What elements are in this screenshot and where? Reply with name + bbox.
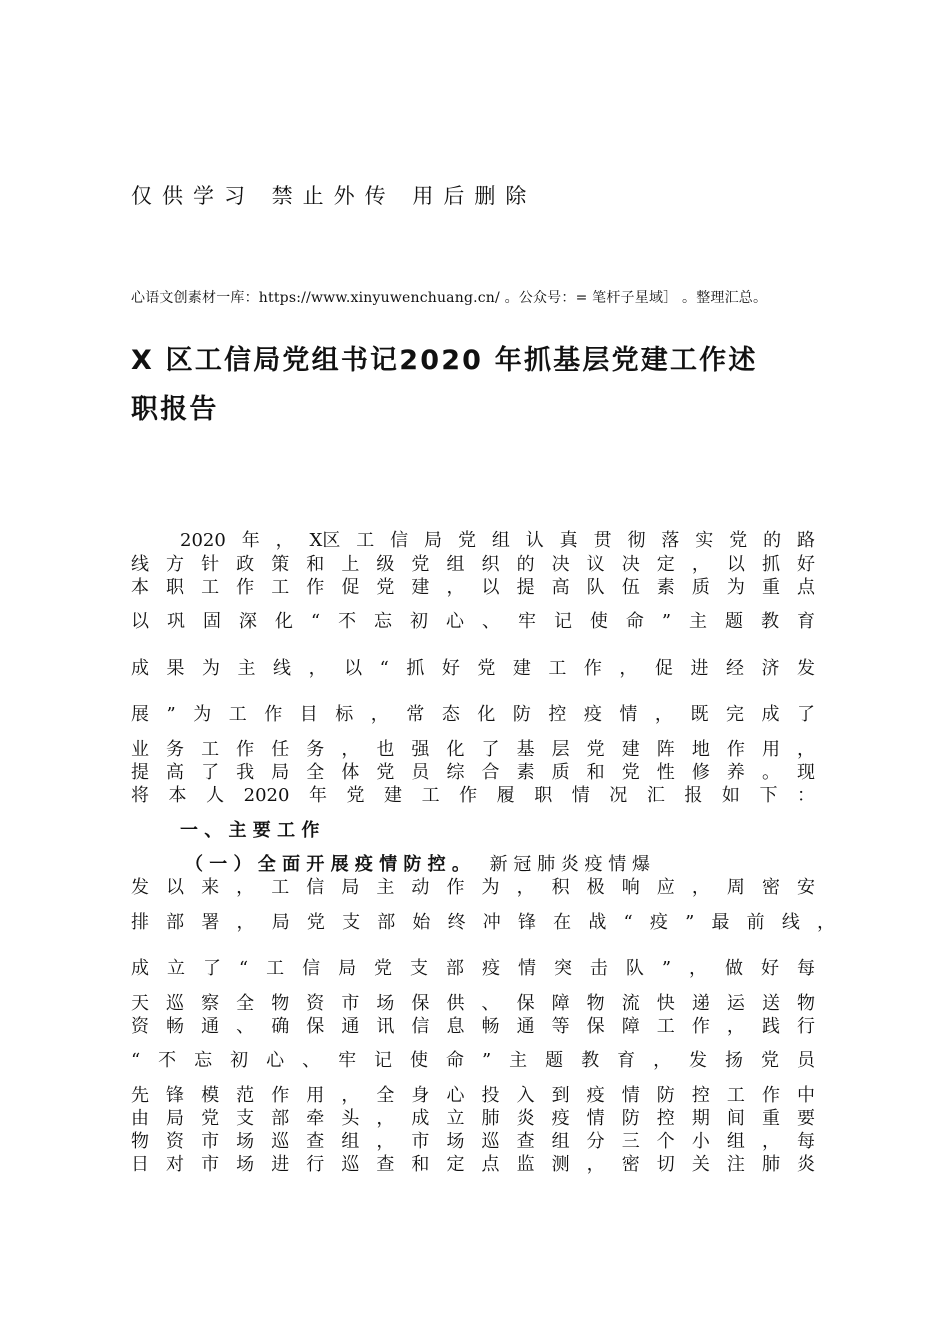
- usage-notice: 仅供学习 禁止外传 用后删除: [131, 184, 537, 208]
- source-line: 心语文创素材一库：https://www.xinyuwenchuang.cn/ 。公众号：= 笔杆子星域］ 。整理汇总。: [131, 290, 768, 306]
- text: 日 对 市 场 进 行 巡 查 和 定 点 监 测 ， 密 切 关 注 肺 炎: [131, 1154, 815, 1175]
- body-line: [131, 1107, 815, 1131]
- text: 展 ” 为 工 作 目 标 ， 常 态 化 防 控 疫 情 ， 既 完 成 了: [131, 704, 815, 725]
- body-line: [131, 761, 815, 785]
- body-line: [131, 911, 835, 935]
- body-line: [131, 1130, 815, 1154]
- body-line: [131, 576, 815, 600]
- body-line: [131, 992, 815, 1016]
- body-line: [131, 553, 815, 577]
- text: 业 务 工 作 任 务 ， 也 强 化 了 基 层 党 建 阵 地 作 用 ，: [131, 739, 815, 760]
- text: 先 锋 模 范 作 用 ， 全 身 心 投 入 到 疫 情 防 控 工 作 中: [131, 1085, 815, 1106]
- text: 物 资 市 场 巡 查 组 ， 市 场 巡 查 组 分 三 个 小 组 ， 每: [131, 1131, 815, 1152]
- text: 线 方 针 政 策 和 上 级 党 组 织 的 决 议 决 定 ， 以 抓 好: [131, 554, 815, 575]
- body-line: [131, 1049, 815, 1073]
- body-line: [131, 1015, 815, 1039]
- text: 成 果 为 主 线 ， 以 “ 抓 好 党 建 工 作 ， 促 进 经 济 发: [131, 658, 815, 679]
- text: 天 巡 察 全 物 资 市 场 保 供 、 保 障 物 流 快 递 运 送 物: [131, 993, 815, 1014]
- section-heading: 一 、 主 要 工 作: [180, 820, 320, 841]
- body-line: [131, 610, 815, 634]
- body-line: [131, 657, 815, 681]
- text: 新 冠 肺 炎 疫 情 爆: [489, 854, 651, 875]
- text: 将 本 人 2020 年 党 建 工 作 履 职 情 况 汇 报 如 下 ：: [131, 785, 815, 806]
- subsection-line: [185, 853, 815, 877]
- text: 提 高 了 我 局 全 体 党 员 综 合 素 质 和 党 性 修 养 。 现: [131, 762, 815, 783]
- text: 排 部 署 ， 局 党 支 部 始 终 冲 锋 在 战 “ 疫 ” 最 前 线 ，: [131, 912, 835, 933]
- text: 本 职 工 作 工 作 促 党 建 ， 以 提 高 队 伍 素 质 为 重 点: [131, 577, 815, 598]
- body-line: [131, 738, 815, 762]
- text: 成 立 了 “ 工 信 局 党 支 部 疫 情 突 击 队 ” ， 做 好 每: [131, 958, 815, 979]
- body-line: [131, 784, 815, 808]
- body-line: [131, 703, 815, 727]
- text: 资 畅 通 、 确 保 通 讯 信 息 畅 通 等 保 障 工 作 ， 践 行: [131, 1016, 815, 1037]
- text: 以 巩 固 深 化 “ 不 忘 初 心 、 牢 记 使 命 ” 主 题 教 育: [131, 611, 815, 632]
- body-line: [131, 876, 815, 900]
- document-title-line-2: 职报告: [131, 394, 219, 425]
- text: “ 不 忘 初 心 、 牢 记 使 命 ” 主 题 教 育 ， 发 扬 党 员: [131, 1050, 815, 1071]
- body-line: [131, 957, 815, 981]
- body-line: [131, 1084, 815, 1108]
- text: 由 局 党 支 部 牵 头 ， 成 立 肺 炎 疫 情 防 控 期 间 重 要: [131, 1108, 815, 1129]
- text: 2020 年 ， X区 工 信 局 党 组 认 真 贯 彻 落 实 党 的 路: [180, 530, 815, 551]
- subsection-heading: （ 一 ） 全 面 开 展 疫 情 防 控 。: [185, 854, 470, 875]
- document-title-line-1: X 区工信局党组书记2020 年抓基层党建工作述: [131, 345, 758, 376]
- text: 发 以 来 ， 工 信 局 主 动 作 为 ， 积 极 响 应 ， 周 密 安: [131, 877, 815, 898]
- body-line: [131, 1153, 815, 1177]
- body-line: [180, 529, 815, 553]
